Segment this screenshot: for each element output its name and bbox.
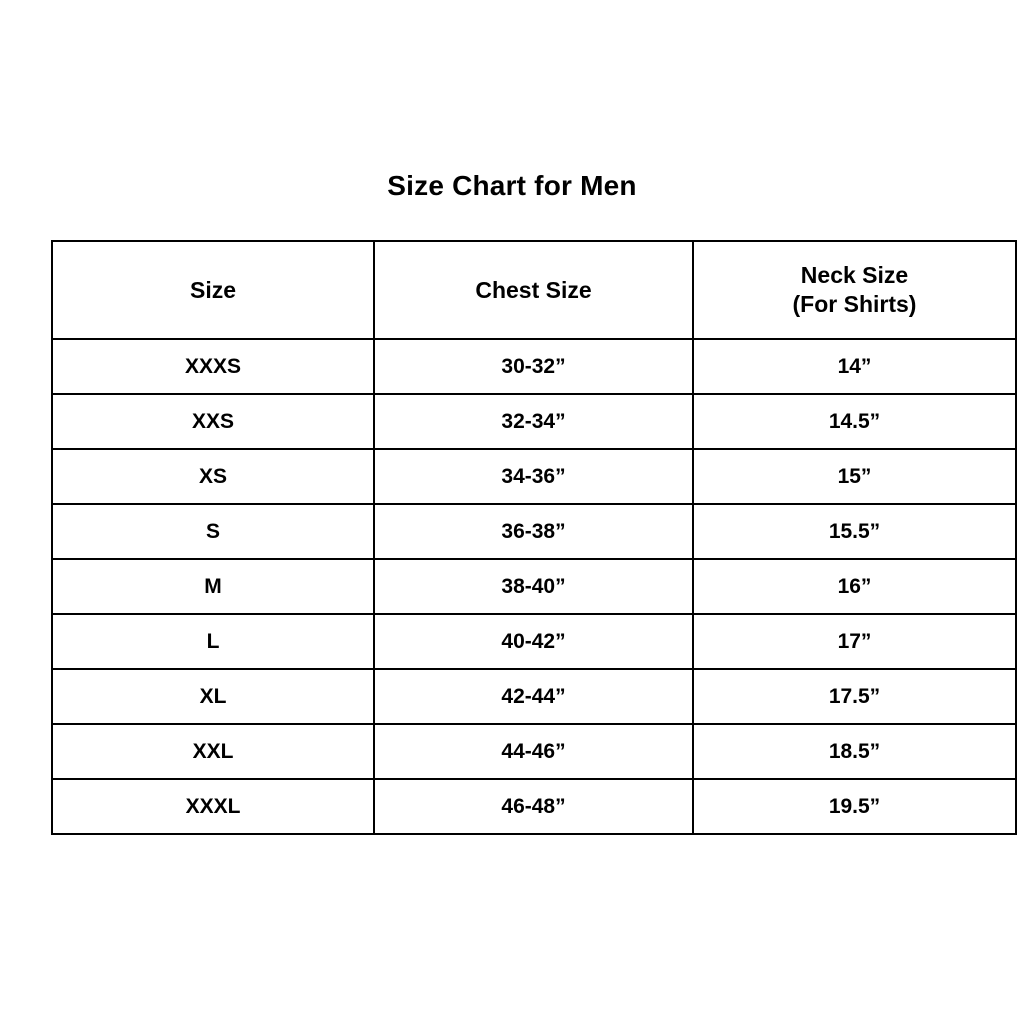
column-header-size [52, 241, 374, 339]
cell-size: S [52, 504, 374, 559]
table-header-row [52, 241, 1016, 339]
cell-chest: 30-32” [374, 339, 693, 394]
table-body [52, 339, 1016, 834]
column-header-chest-label: Chest Size [475, 276, 592, 303]
cell-chest: 42-44” [374, 669, 693, 724]
table-header [52, 241, 1016, 339]
cell-neck: 19.5” [693, 779, 1016, 834]
table-row [52, 449, 1016, 504]
table-row [52, 669, 1016, 724]
column-header-neck-sublabel: (For Shirts) [792, 291, 917, 317]
cell-chest: 34-36” [374, 449, 693, 504]
cell-chest: 38-40” [374, 559, 693, 614]
table-row [52, 779, 1016, 834]
size-table [51, 240, 1017, 835]
cell-neck: 17” [693, 614, 1016, 669]
cell-neck: 14.5” [693, 394, 1016, 449]
cell-size: XXXL [52, 779, 374, 834]
table-row [52, 504, 1016, 559]
table-row [52, 614, 1016, 669]
cell-neck: 14” [693, 339, 1016, 394]
cell-chest: 44-46” [374, 724, 693, 779]
cell-size: M [52, 559, 374, 614]
table-row [52, 724, 1016, 779]
cell-size: XL [52, 669, 374, 724]
page-title: Size Chart for Men [387, 170, 637, 201]
table-row [52, 339, 1016, 394]
table-row [52, 394, 1016, 449]
cell-size: L [52, 614, 374, 669]
cell-size: XXL [52, 724, 374, 779]
cell-neck: 18.5” [693, 724, 1016, 779]
cell-size: XXXS [52, 339, 374, 394]
column-header-chest [374, 241, 693, 339]
column-header-size-label: Size [189, 276, 237, 303]
cell-chest: 36-38” [374, 504, 693, 559]
table-row [52, 559, 1016, 614]
size-table-container [51, 240, 973, 835]
cell-chest: 32-34” [374, 394, 693, 449]
column-header-neck [693, 241, 1016, 339]
cell-neck: 17.5” [693, 669, 1016, 724]
cell-neck: 16” [693, 559, 1016, 614]
cell-size: XXS [52, 394, 374, 449]
cell-chest: 40-42” [374, 614, 693, 669]
cell-neck: 15.5” [693, 504, 1016, 559]
column-header-neck-label: Neck Size [800, 262, 909, 289]
cell-chest: 46-48” [374, 779, 693, 834]
cell-size: XS [52, 449, 374, 504]
cell-neck: 15” [693, 449, 1016, 504]
